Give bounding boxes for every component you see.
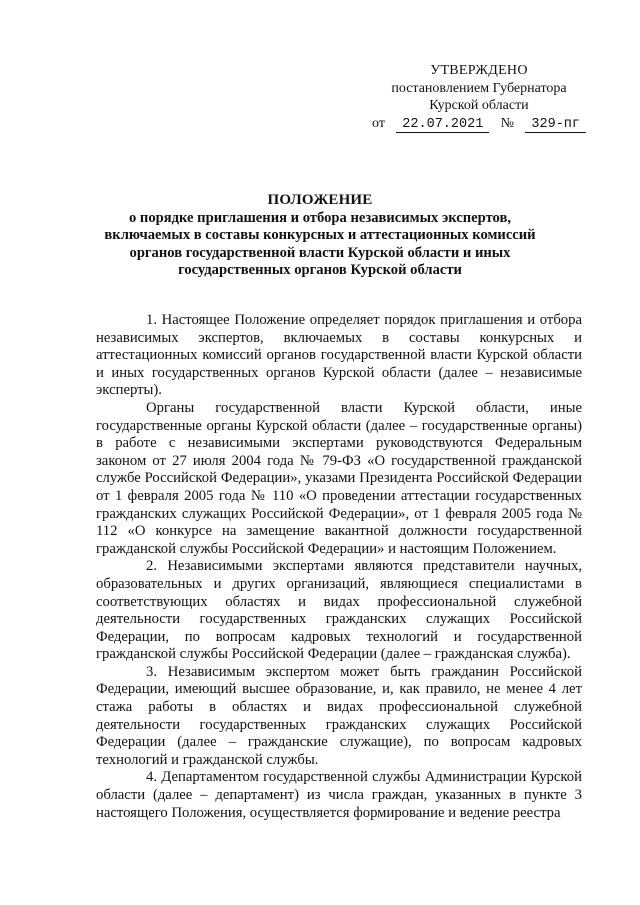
approval-date-row: [372, 115, 586, 133]
title-subtitle: о порядке приглашения и отбора независимых экспертов, включаемых в составы конкурсных и аттестационных комиссий органов государственной власти Курской области и иных государственных органов Курской области: [104, 209, 536, 279]
document-title: [96, 192, 544, 280]
paragraph: 3. Независимым экспертом может быть гражданин Российской Федерации, имеющий высшее образование, и, как правило, не менее 4 лет стажа работы в областях и видах профессиональной служебной деятельности государственных гражданских служащих Российской Федерации (далее – гражданские служащие), по вопросам кадровых технологий и гражданской службы.: [96, 663, 582, 768]
paragraph: 1. Настоящее Положение определяет порядок приглашения и отбора независимых экспертов, включаемых в составы конкурсных и аттестационных комиссий органов государственной власти Курской области и иных государственных органов Курской области (далее – независимые эксперты).: [96, 312, 582, 399]
title-main: ПОЛОЖЕНИЕ: [267, 192, 373, 208]
paragraph: 2. Независимыми экспертами являются представители научных, образовательных и других организаций, являющиеся специалистами в соответствующих областях и видах профессиональной служебной деятельности государственных гражданских служащих Российской Федерации, по вопросам кадровых технологий и государственной гражданской службы Российской Федерации (далее – гражданская служба).: [96, 558, 582, 663]
number-label: №: [500, 115, 515, 131]
from-label: от: [372, 115, 385, 131]
document-body: [96, 312, 582, 822]
approval-date: 22.07.2021: [396, 118, 489, 133]
approval-number: 329-пг: [525, 118, 586, 133]
paragraph: 4. Департаментом государственной службы Администрации Курской области (далее – департамент) из числа граждан, указанных в пункте 3 настоящего Положения, осуществляется формирование и ведение реестра: [96, 769, 582, 821]
paragraph: Органы государственной власти Курской области, иные государственные органы Курской области (далее – государственные органы) в работе с независимыми экспертами руководствуются Федеральным законом от 27 июля 2004 года № 79-ФЗ «О государственной гражданской службе Российской Федерации», указами Президента Российской Федерации от 1 февраля 2005 года № 110 «О проведении аттестации государственных гражданских служащих Российской Федерации», от 1 февраля 2005 года № 112 «О конкурсе на замещение вакантной должности государственной гражданской службы Российской Федерации» и настоящим Положением.: [96, 399, 582, 557]
approval-line-1: постановлением Губернатора: [391, 80, 567, 96]
approval-line-2: Курской области: [429, 98, 529, 113]
approval-stamp: УТВЕРЖДЕНО: [430, 63, 528, 78]
approval-block: [372, 62, 586, 133]
